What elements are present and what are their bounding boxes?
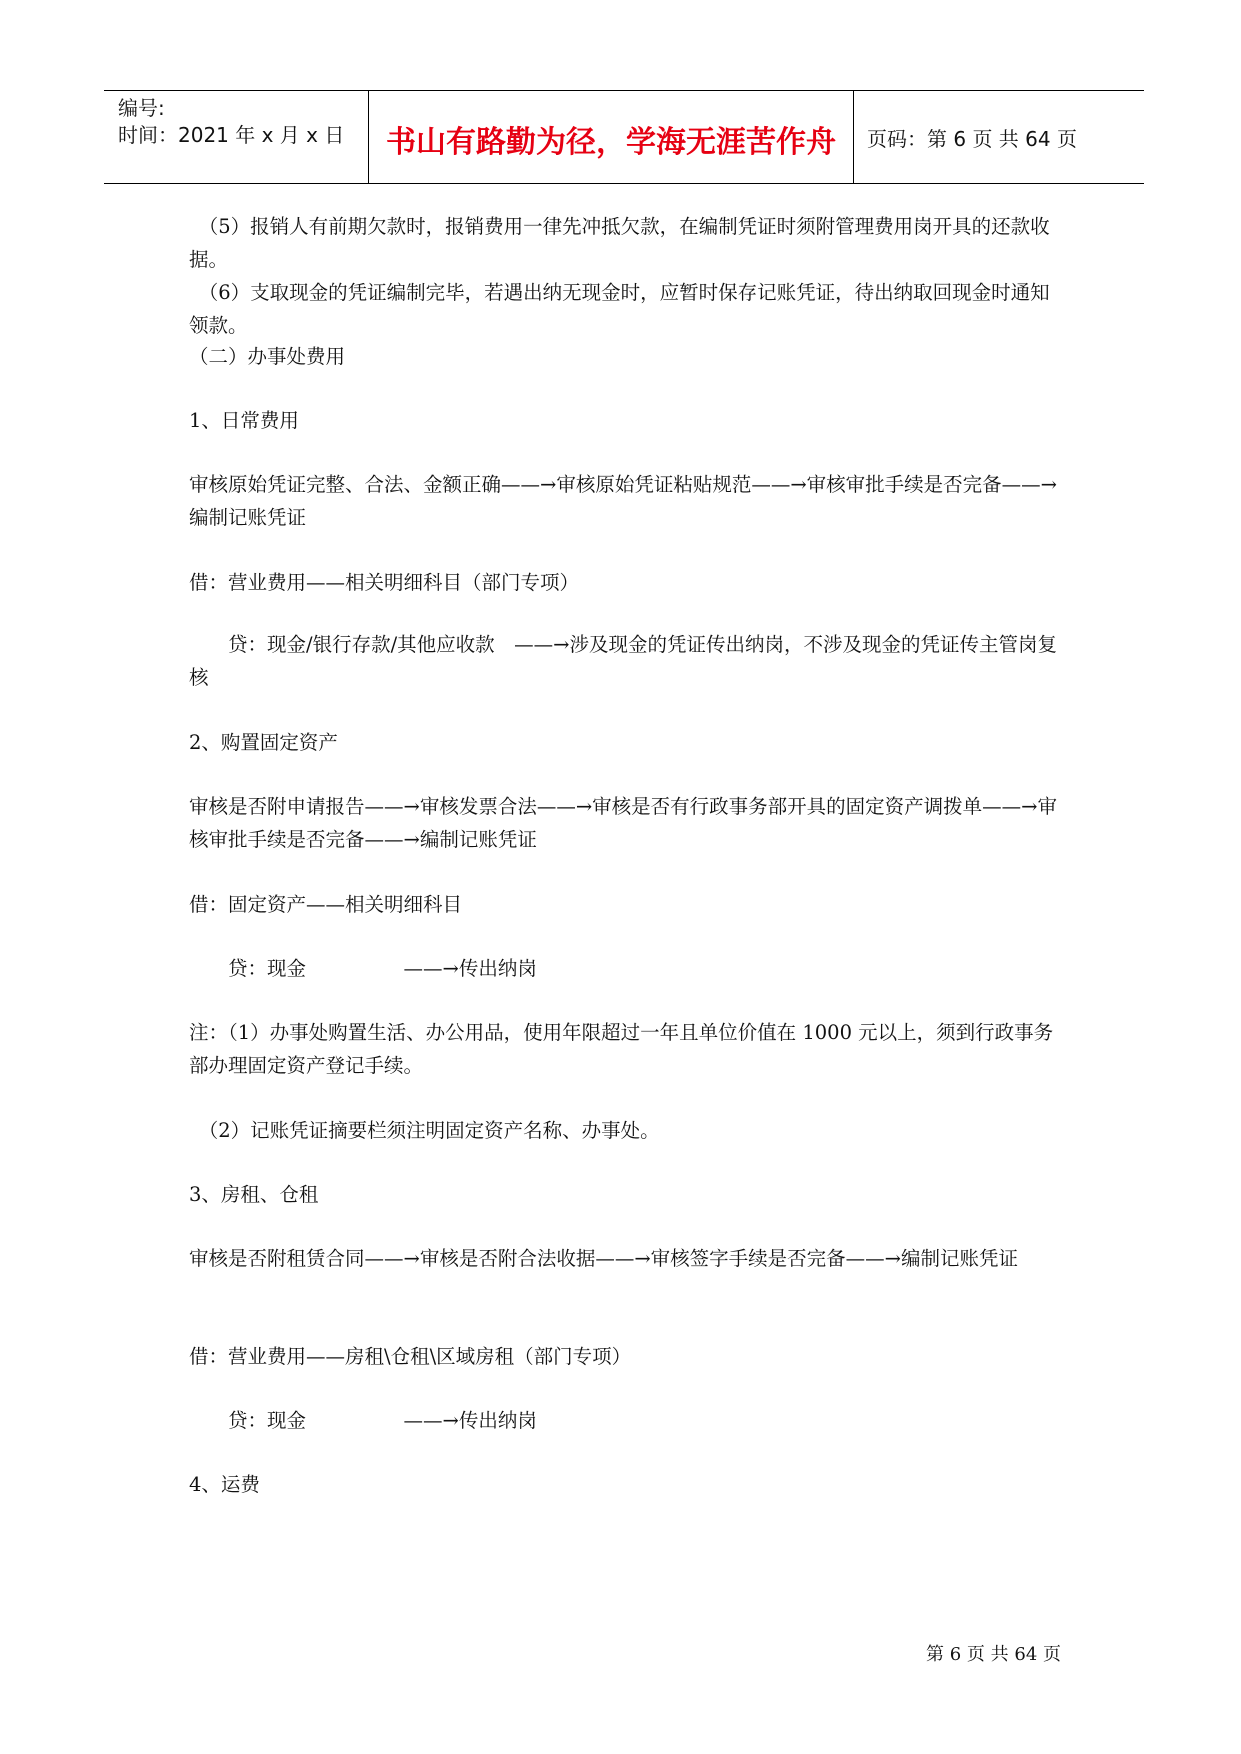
paragraph: （6）支取现金的凭证编制完毕，若遇出纳无现金时，应暂时保存记账凭证，待出纳取回现金时通知领款。 — [189, 281, 1050, 337]
journal-entry-debit: 借：营业费用——房租\仓租\区域房租（部门专项） — [189, 1345, 632, 1368]
journal-entry-credit: 贷：现金 ——→传出纳岗 — [189, 1409, 537, 1432]
motto-text: 书山有路勤为径，学海无涯苦作舟 — [386, 125, 836, 160]
note-paragraph: （2）记账凭证摘要栏须注明固定资产名称、办事处。 — [189, 1119, 660, 1142]
section-heading: （二）办事处费用 — [189, 345, 346, 368]
journal-entry-credit: 贷：现金/银行存款/其他应收款 ——→涉及现金的凭证传出纳岗，不涉及现金的凭证传主管岗复核 — [189, 633, 1057, 689]
subsection-heading: 4、运费 — [189, 1473, 260, 1496]
header-info-cell — [104, 91, 368, 183]
subsection-heading: 2、购置固定资产 — [189, 731, 338, 754]
page-header — [104, 90, 1144, 184]
paragraph: 审核是否附申请报告——→审核发票合法——→审核是否有行政事务部开具的固定资产调拨单——→审核审批手续是否完备——→编制记账凭证 — [189, 795, 1058, 851]
note-paragraph: 注：（1）办事处购置生活、办公用品，使用年限超过一年且单位价值在 1000 元以上，须到行政事务部办理固定资产登记手续。 — [189, 1021, 1054, 1077]
journal-entry-credit: 贷：现金 ——→传出纳岗 — [189, 957, 537, 980]
journal-entry-debit: 借：营业费用——相关明细科目（部门专项） — [189, 571, 580, 594]
subsection-heading: 1、日常费用 — [189, 409, 299, 432]
header-page-cell — [853, 91, 1144, 183]
header-page-number: 页码：第 6 页 共 64 页 — [867, 127, 1077, 151]
document-time-label: 时间：2021 年 x 月 x 日 — [118, 123, 345, 147]
paragraph: 审核是否附租赁合同——→审核是否附合法收据——→审核签字手续是否完备——→编制记账凭证 — [189, 1247, 1019, 1270]
paragraph: （5）报销人有前期欠款时，报销费用一律先冲抵欠款，在编制凭证时须附管理费用岗开具的还款收据。 — [189, 215, 1050, 271]
document-number-label: 编号: — [118, 96, 165, 120]
subsection-heading: 3、房租、仓租 — [189, 1183, 319, 1206]
paragraph: 审核原始凭证完整、合法、金额正确——→审核原始凭证粘贴规范——→审核审批手续是否完备——→编制记账凭证 — [189, 473, 1058, 529]
header-motto-cell — [368, 91, 854, 183]
journal-entry-debit: 借：固定资产——相关明细科目 — [189, 893, 463, 916]
page-footer: 第 6 页 共 64 页 — [926, 1644, 1061, 1665]
